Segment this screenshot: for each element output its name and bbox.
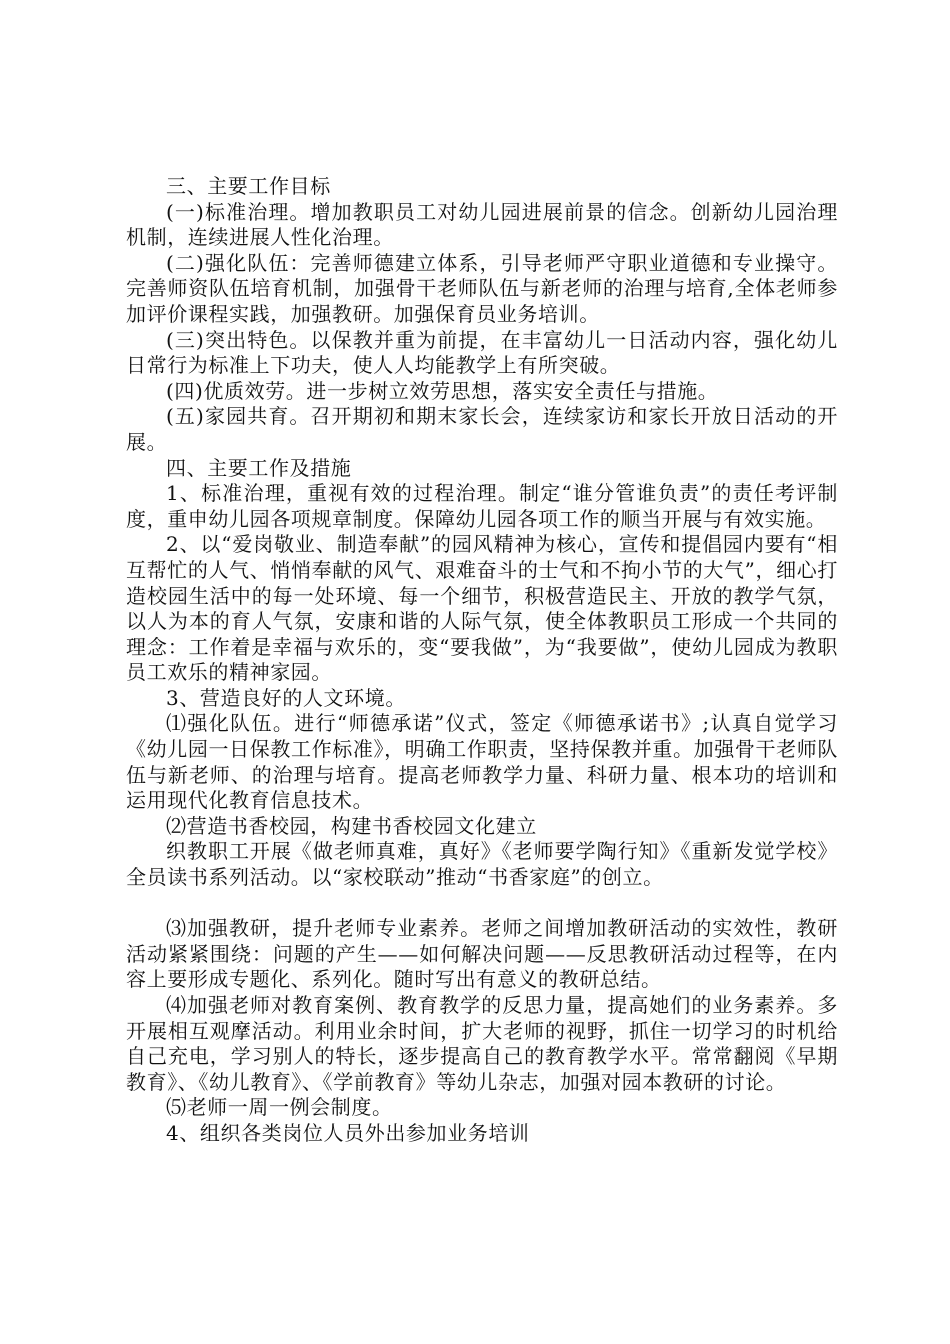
measure-subitem-2-detail: 织教职工开展《做老师真难，真好》《老师要学陶行知》《重新发觉学校》全员读书系列活动。以“家校联动”推动“书香家庭”的创立。 — [126, 839, 838, 890]
measure-paragraph-1: 1、标准治理，重视有效的过程治理。制定“谁分管谁负责”的责任考评制度，重申幼儿园各项规章制度。保障幼儿园各项工作的顺当开展与有效实施。 — [126, 481, 838, 531]
goal-paragraph-1: (一)标准治理。增加教职员工对幼儿园进展前景的信念。创新幼儿园治理机制，连续进展人性化治理。 — [126, 199, 838, 250]
document-body — [126, 174, 838, 1147]
section-heading-goals: 三、主要工作目标 — [166, 174, 331, 198]
measure-subitem-3: ⑶加强教研，提升老师专业素养。老师之间增加教研活动的实效性，教研活动紧紧围绕：问题的产生——如何解决问题——反思教研活动过程等，在内容上要形成专题化、系列化。随时写出有意义的教研总结。 — [126, 916, 838, 992]
measure-subitem-5: ⑸老师一周一例会制度。 — [166, 1095, 393, 1120]
measure-paragraph-2: 2、以“爱岗敬业、制造奉献”的园风精神为核心，宣传和提倡园内要有“相互帮忙的人气、悄悄奉献的风气、艰难奋斗的士气和不拘小节的大气”，细心打造校园生活中的每一处环境、每一个细节，积极营造民主、开放的教学气氛，以人为本的育人气氛，安康和谐的人际气氛，使全体教职员工形成一个共同的理念：工作着是幸福与欢乐的，变“要我做”，为“我要做”，使幼儿园成为教职员工欢乐的精神家园。 — [126, 532, 838, 685]
goal-paragraph-3: (三)突出特色。以保教并重为前提，在丰富幼儿一日活动内容，强化幼儿日常行为标准上下功夫，使人人均能教学上有所突破。 — [126, 327, 838, 378]
measure-paragraph-3: 3、营造良好的人文环境。 — [166, 685, 406, 710]
measure-paragraph-4: 4、组织各类岗位人员外出参加业务培训 — [166, 1120, 530, 1145]
goal-paragraph-4: (四)优质效劳。进一步树立效劳思想，落实安全责任与措施。 — [166, 378, 719, 403]
measure-subitem-1: ⑴强化队伍。进行“师德承诺”仪式，签定《师德承诺书》;认真自觉学习《幼儿园一日保教工作标准》，明确工作职责，坚持保教并重。加强骨干老师队伍与新老师、的治理与培育。提高老师教学力量、科研力量、根本功的培训和运用现代化教育信息技术。 — [126, 711, 838, 813]
goal-paragraph-2: (二)强化队伍：完善师德建立体系，引导老师严守职业道德和专业操守。完善师资队伍培育机制，加强骨干老师队伍与新老师的治理与培育,全体老师参加评价课程实践，加强教研。加强保育员业务培训。 — [126, 250, 838, 326]
measure-subitem-4: ⑷加强老师对教育案例、教育教学的反思力量，提高她们的业务素养。多开展相互观摩活动。利用业余时间，扩大老师的视野，抓住一切学习的时机给自己充电，学习别人的特长，逐步提高自己的教育教学水平。常常翻阅《早期教育》、《幼儿教育》、《学前教育》等幼儿杂志，加强对园本教研的讨论。 — [126, 993, 838, 1094]
goal-paragraph-5: (五)家园共育。召开期初和期末家长会，连续家访和家长开放日活动的开展。 — [126, 404, 838, 454]
section-heading-measures: 四、主要工作及措施 — [166, 455, 352, 480]
measure-subitem-2: ⑵营造书香校园，构建书香校园文化建立 — [166, 813, 537, 838]
